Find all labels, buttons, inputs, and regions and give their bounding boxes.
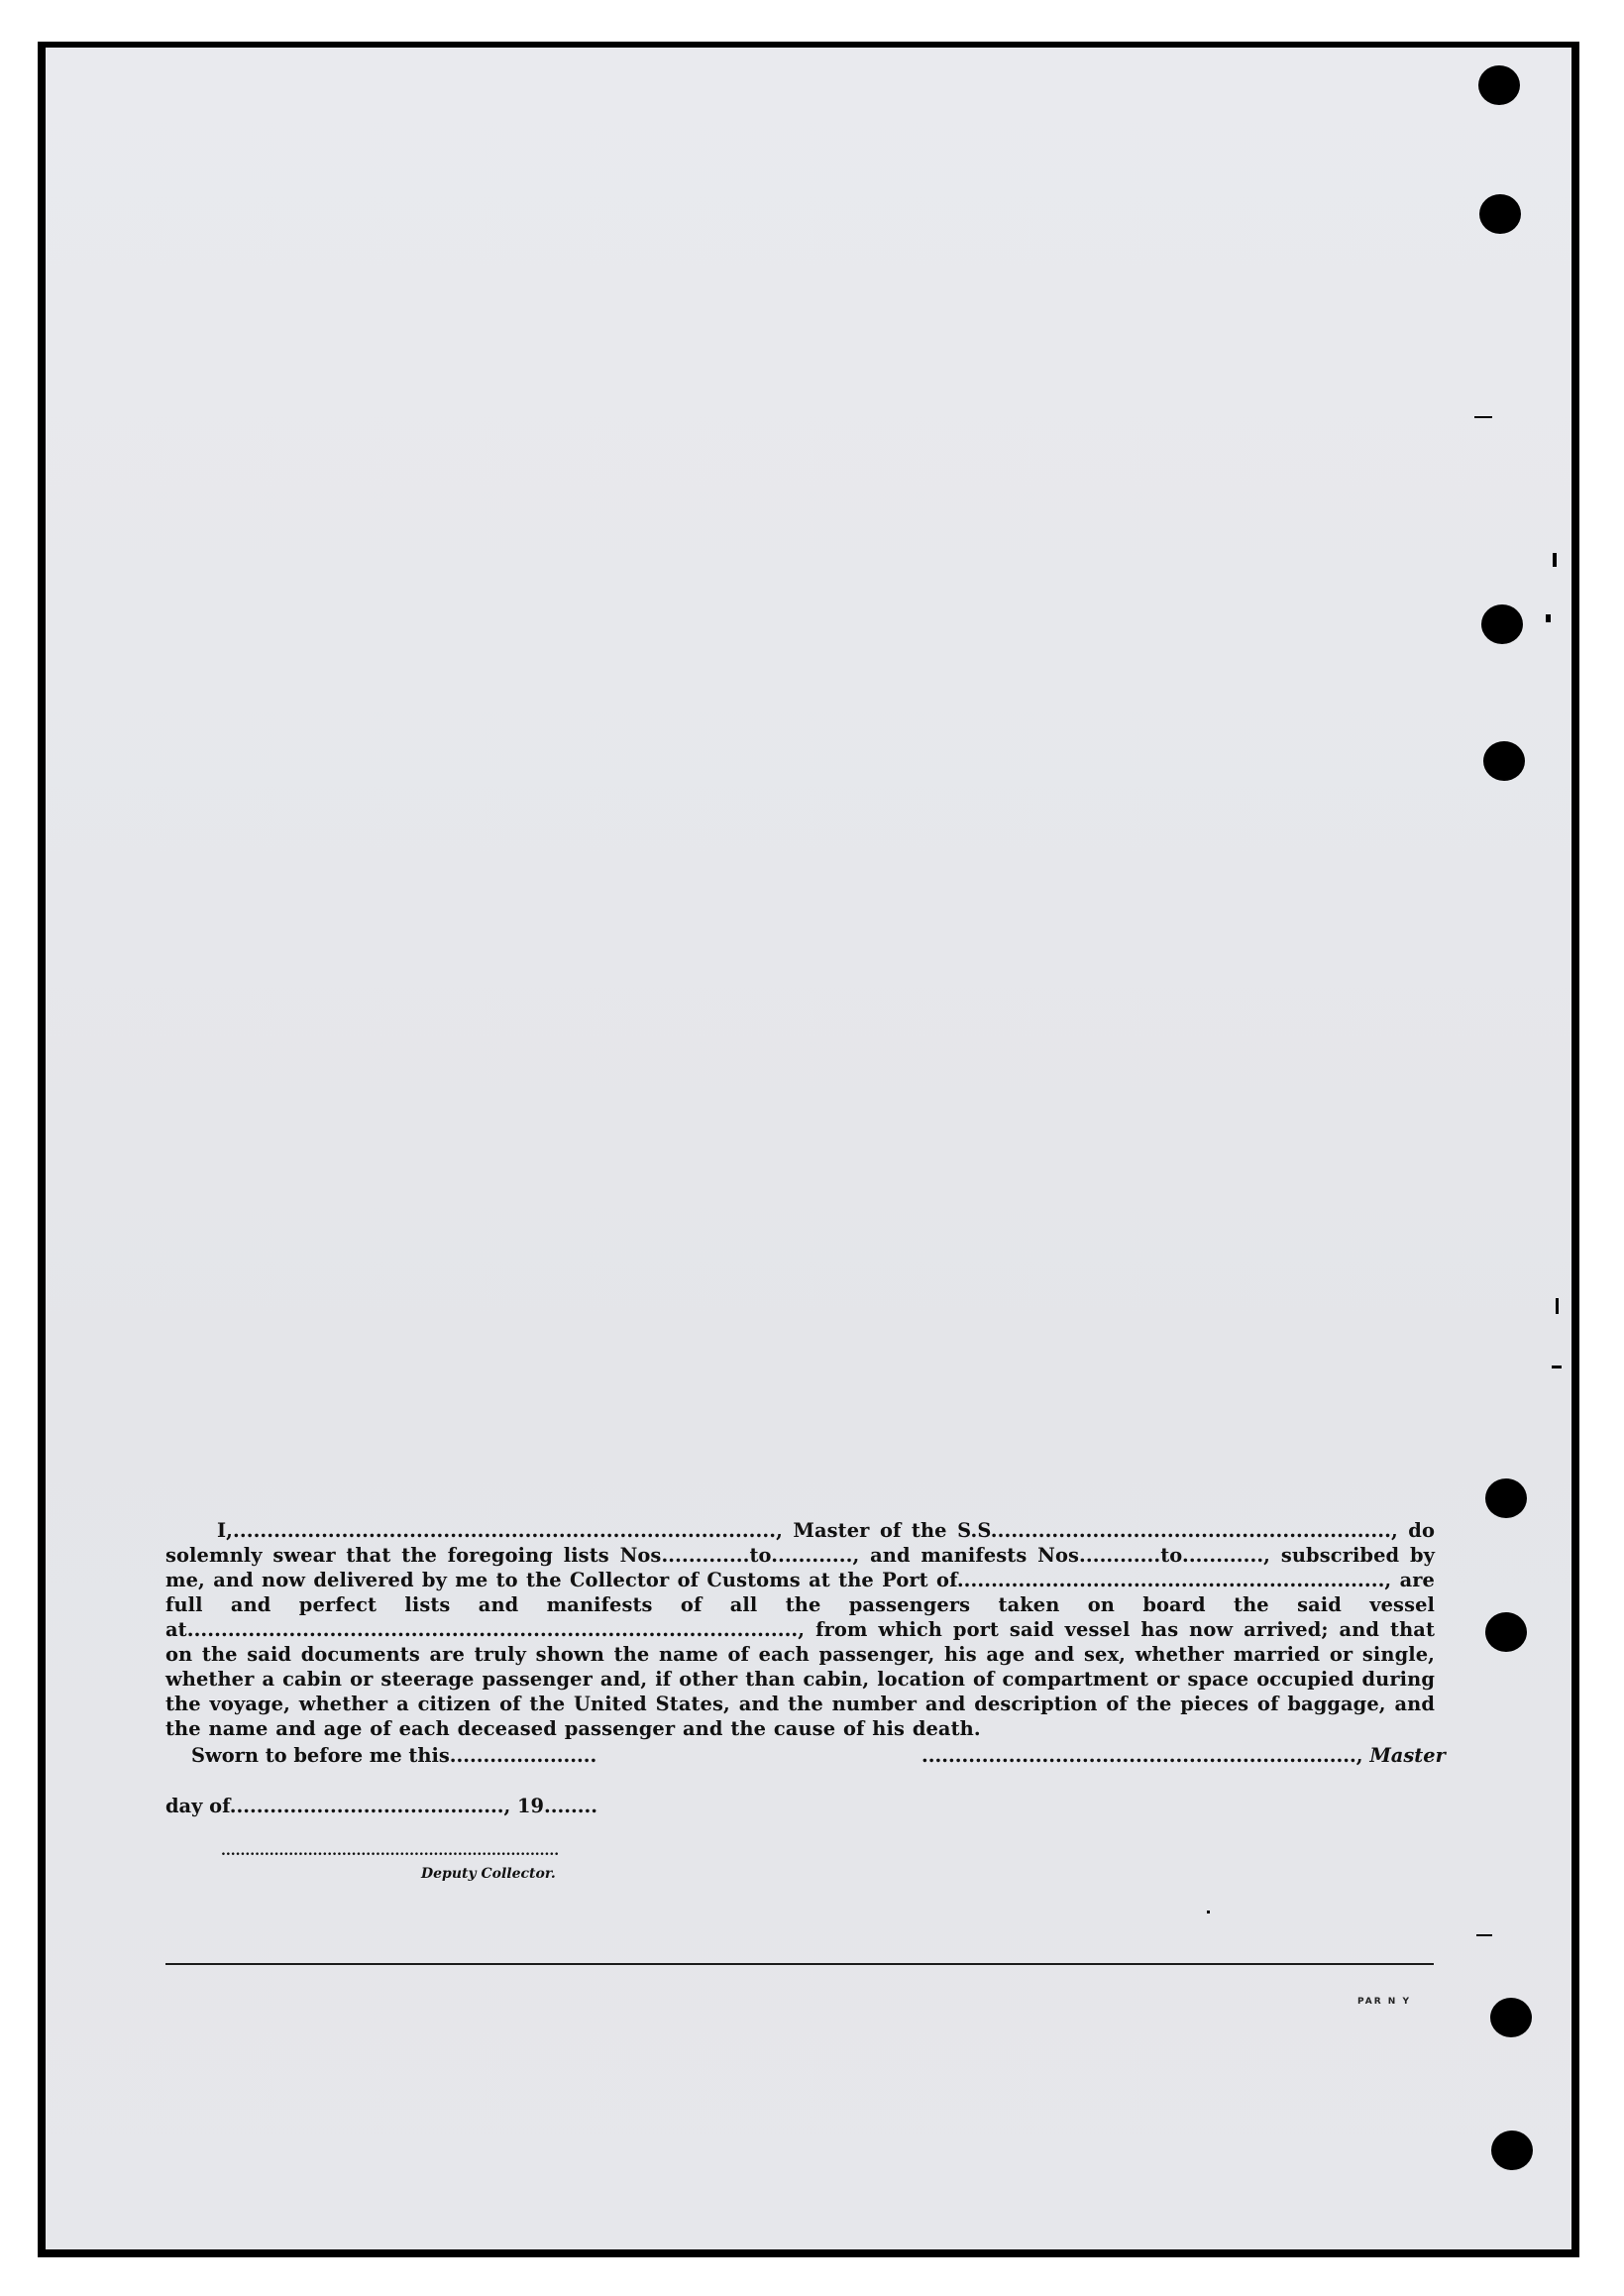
scan-mark bbox=[1476, 1934, 1492, 1936]
scan-mark bbox=[1553, 553, 1557, 567]
punch-hole bbox=[1478, 65, 1520, 105]
oath-paragraph bbox=[165, 1518, 1435, 1741]
day-of-line: day of........................................., 19........ bbox=[165, 1795, 597, 1817]
scan-mark bbox=[1474, 416, 1492, 418]
punch-hole bbox=[1490, 1998, 1532, 2037]
oath-text: I,................................................................................, Master of the S.S..........................................................., do solemnly swear that the foregoing lists Nos.............to............, and manifests Nos............to............, subscribed by me, and now delivered by me to the Collector of Customs at the Port of..............................................................., are full and perfect lists and manifests of all the passengers taken on board the said vessel at.........................................................................................., from which port said vessel has now arrived; and that on the said documents are truly shown the name of each passenger, his age and sex, whether married or single, whether a cabin or steerage passenger and, if other than cabin, location of compartment or space occupied during the voyage, whether a citizen of the United States, and the number and description of the pieces of baggage, and the name and age of each deceased passenger and the cause of his death. bbox=[165, 1519, 1435, 1740]
master-dots: ................................................................., bbox=[921, 1744, 1363, 1767]
punch-hole bbox=[1485, 1478, 1527, 1518]
footer-rule bbox=[165, 1963, 1434, 1965]
scan-mark bbox=[1546, 614, 1551, 622]
manifest-page bbox=[46, 48, 1571, 2249]
punch-hole bbox=[1481, 604, 1523, 644]
scan-mark bbox=[1552, 1366, 1562, 1368]
scan-mark bbox=[1556, 1298, 1559, 1314]
master-signature-line bbox=[921, 1744, 1446, 1767]
master-label: Master bbox=[1369, 1744, 1446, 1767]
deputy-signature-line: ...................................................................... bbox=[221, 1843, 560, 1859]
punch-hole bbox=[1491, 2131, 1533, 2170]
punch-hole bbox=[1479, 194, 1521, 234]
scan-mark bbox=[1207, 1911, 1210, 1913]
sworn-line: Sworn to before me this...................... bbox=[191, 1744, 597, 1767]
punch-hole bbox=[1483, 741, 1525, 781]
deputy-collector-label: Deputy Collector. bbox=[421, 1866, 556, 1882]
punch-hole bbox=[1485, 1612, 1527, 1652]
printer-mark: PAR N Y bbox=[1357, 1997, 1411, 2007]
